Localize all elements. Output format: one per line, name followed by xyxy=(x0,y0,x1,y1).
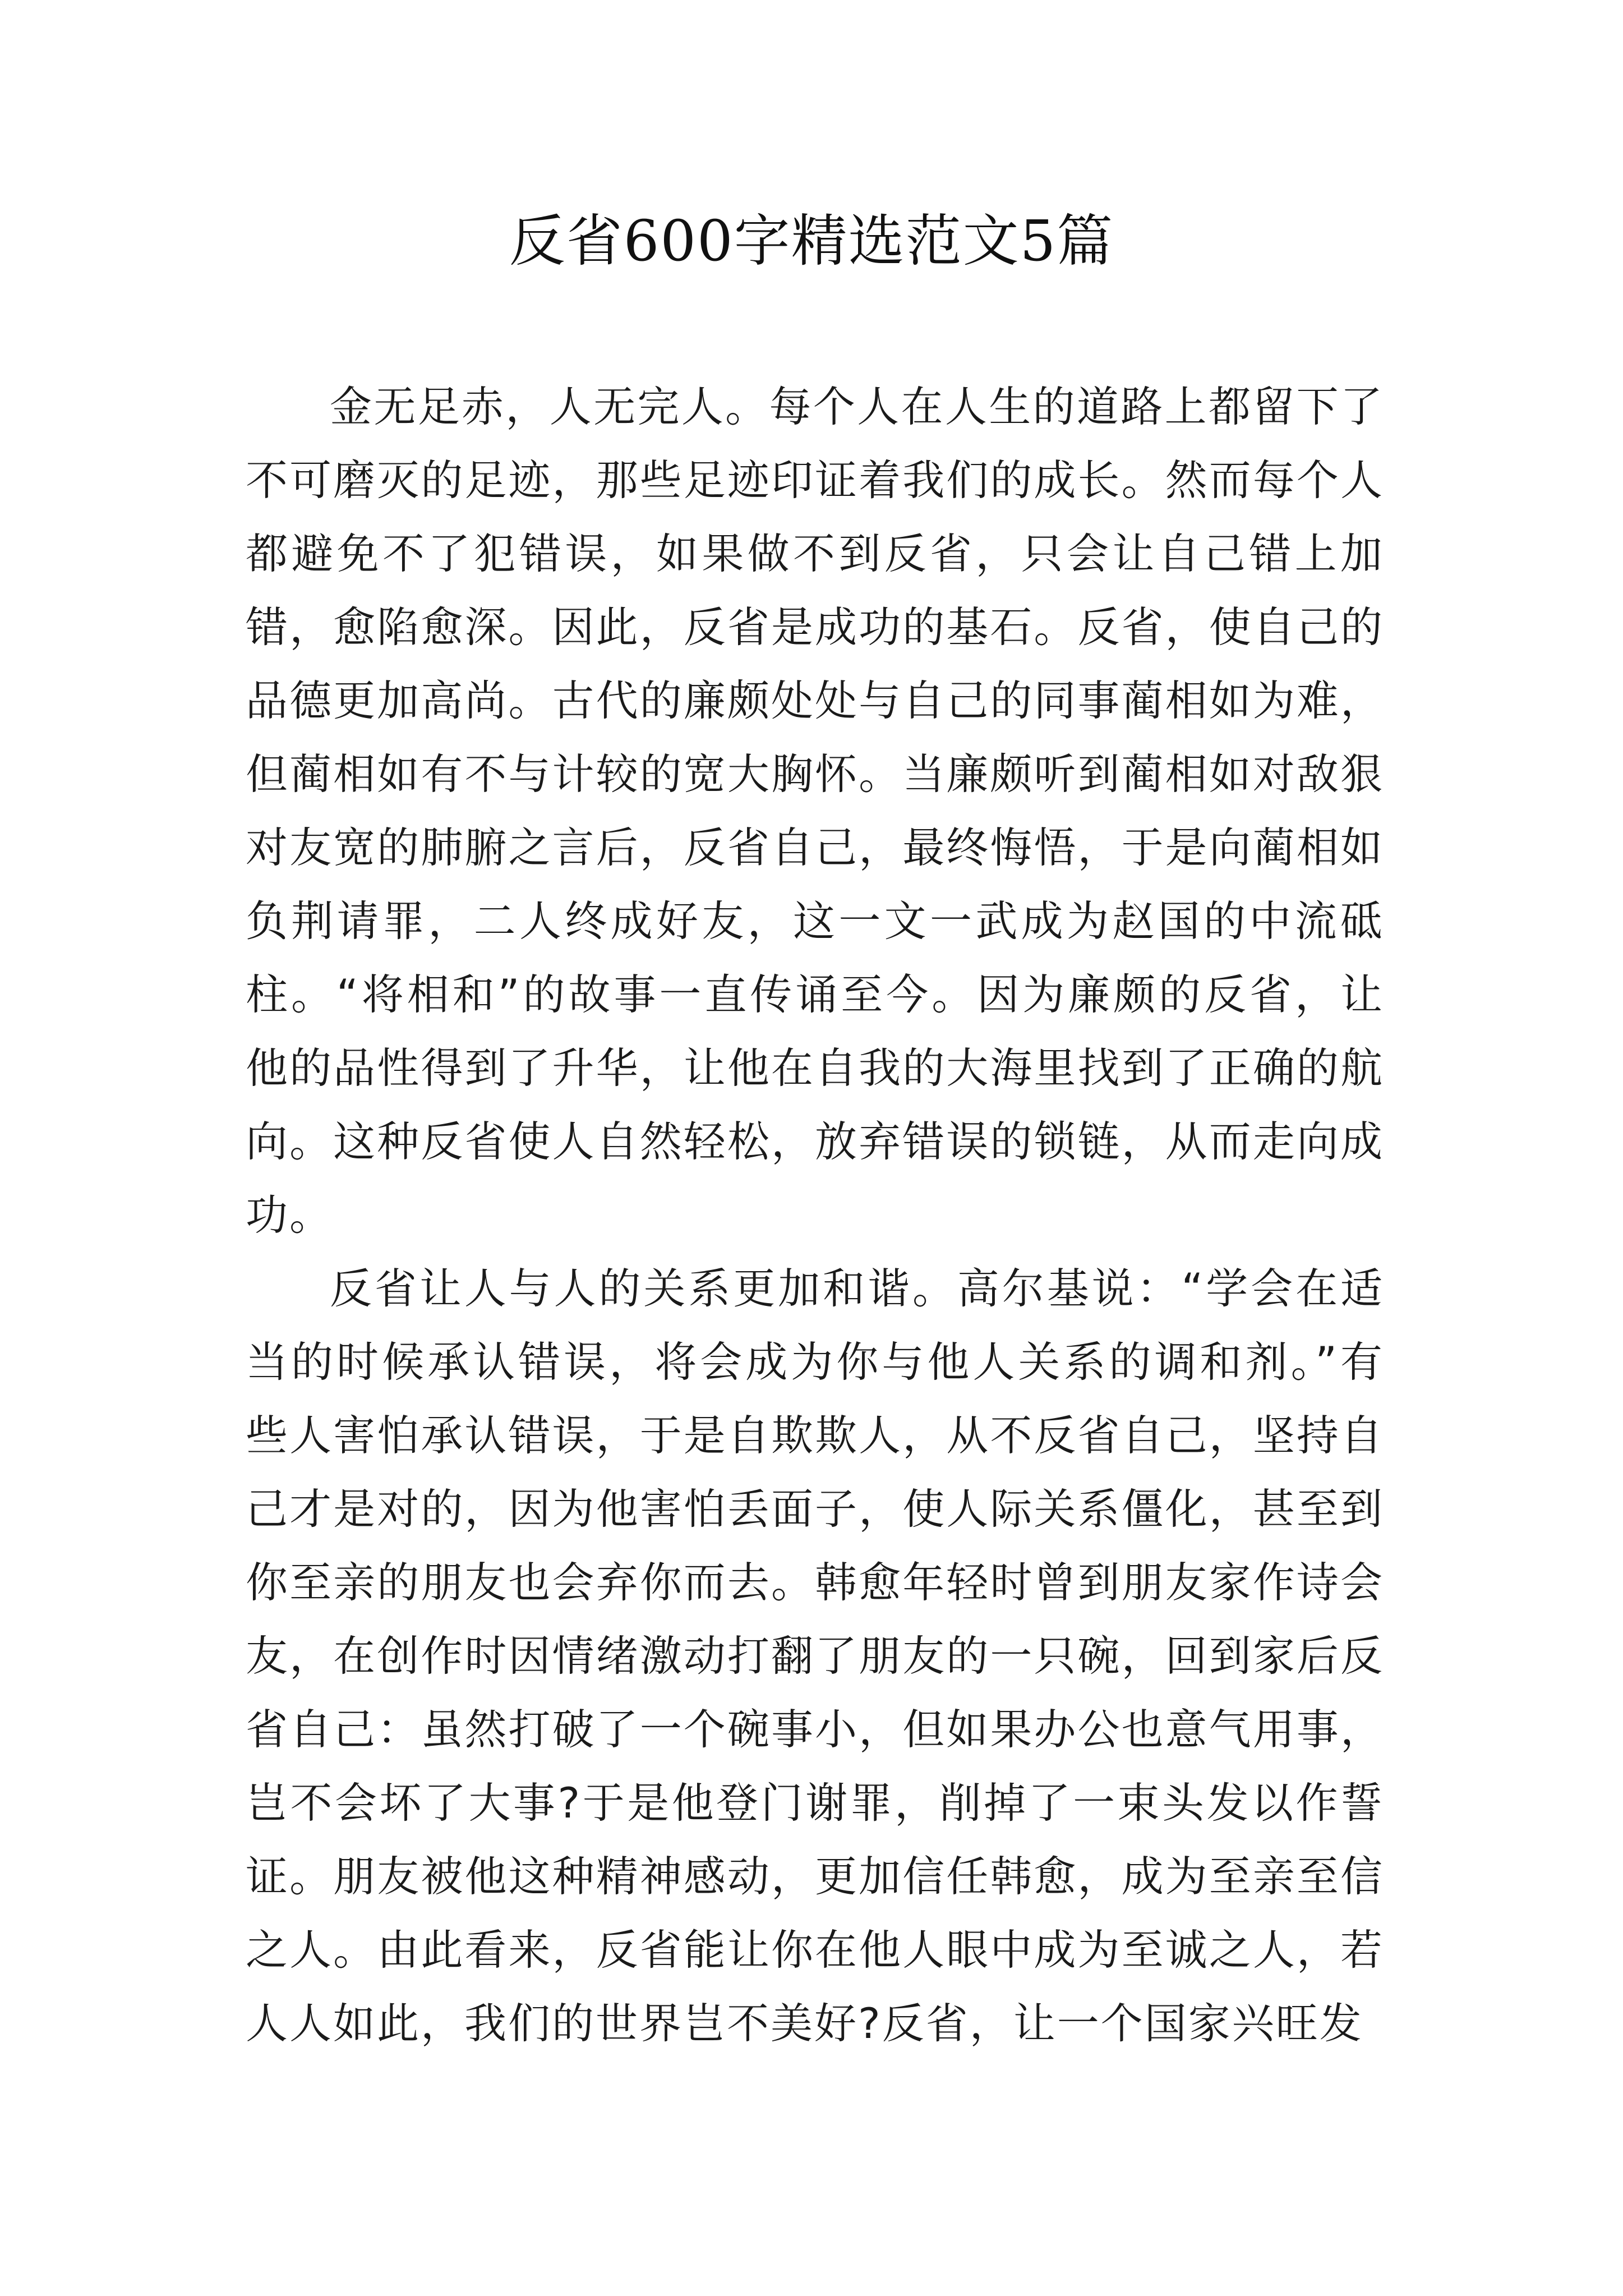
paragraph-1: 金无足赤，人无完人。每个人在人生的道路上都留下了不可磨灭的足迹，那些足迹印证着我们的成长。然而每个人都避免不了犯错误，如果做不到反省，只会让自己错上加错，愈陷愈深。因此，反省是成功的基石。反省，使自己的品德更加高尚。古代的廉颇处处与自己的同事蔺相如为难，但蔺相如有不与计较的宽大胸怀。当廉颇听到蔺相如对敌狠对友宽的肺腑之言后，反省自己，最终悔悟，于是向蔺相如负荆请罪，二人终成好友，这一文一武成为赵国的中流砥柱。“将相和”的故事一直传诵至今。因为廉颇的反省，让他的品性得到了升华，让他在自我的大海里找到了正确的航向。这种反省使人自然轻松，放弃错误的锁链，从而走向成功。 xyxy=(246,382,1384,1240)
document-title: 反省600字精选范文5篇 xyxy=(509,208,1114,274)
document-body xyxy=(246,370,1384,2060)
paragraph-2: 反省让人与人的关系更加和谐。高尔基说：“学会在适当的时候承认错误，将会成为你与他人关系的调和剂。”有些人害怕承认错误，于是自欺欺人，从不反省自己，坚持自己才是对的，因为他害怕丢面子，使人际关系僵化，甚至到你至亲的朋友也会弃你而去。韩愈年轻时曾到朋友家作诗会友，在创作时因情绪激动打翻了朋友的一只碗，回到家后反省自己：虽然打破了一个碗事小，但如果办公也意气用事，岂不会坏了大事?于是他登门谢罪，削掉了一束头发以作誓证。朋友被他这种精神感动，更加信任韩愈，成为至亲至信之人。由此看来，反省能让你在他人眼中成为至诚之人，若人人如此，我们的世界岂不美好?反省，让一个国家兴旺发 xyxy=(246,1264,1384,2048)
